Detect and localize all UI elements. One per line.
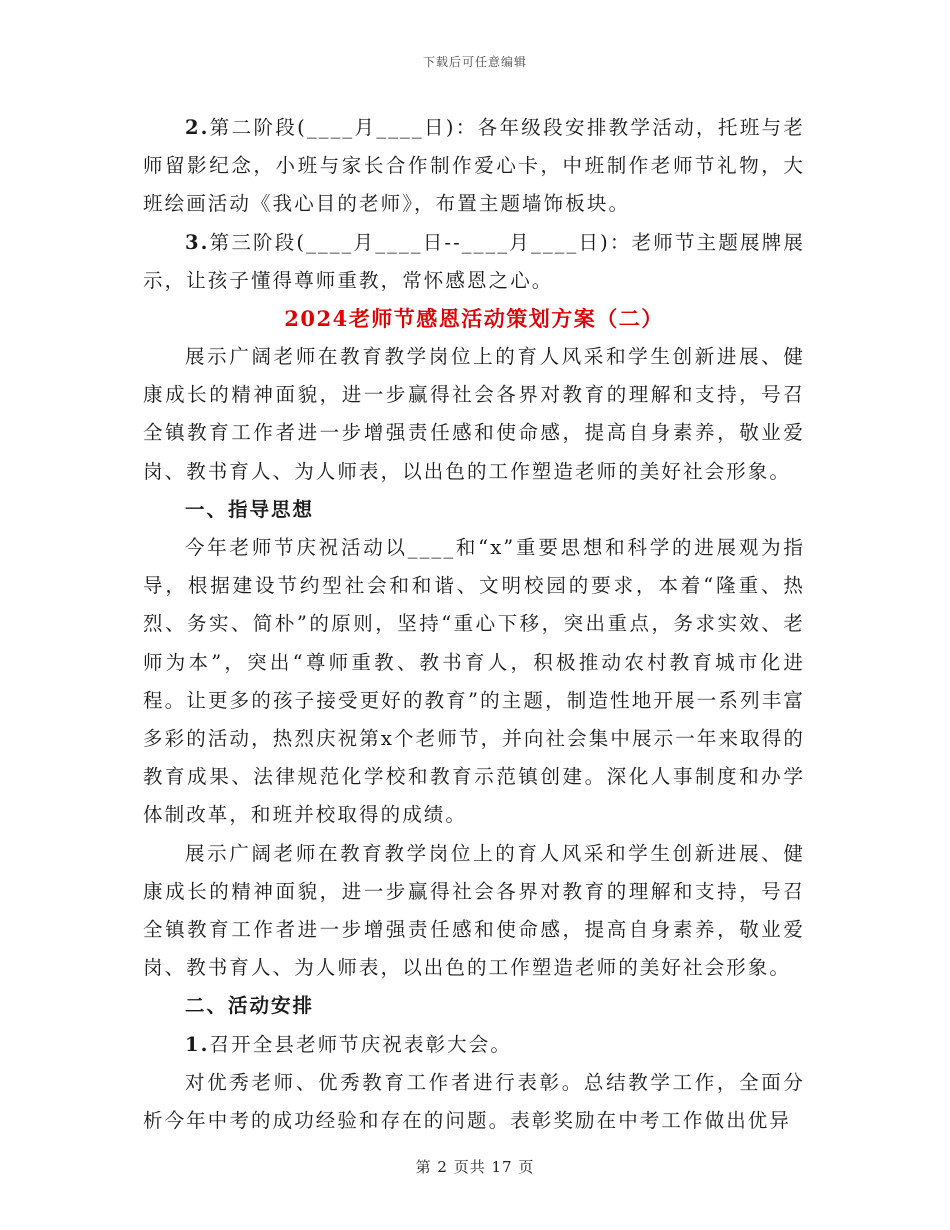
stage-2-text: 第二阶段(____月____日)：各年级段安排教学活动，托班与老师留影纪念，小班与家长合作制作爱心卡，中班制作老师节礼物，大班绘画活动《我心目的老师》，布置主题墙饰板块。: [143, 116, 805, 216]
document-body: [143, 109, 805, 1140]
activity-1-detail-paragraph: 对优秀老师、优秀教育工作者进行表彰。总结教学工作，全面分析今年中考的成功经验和存在的问题。表彰奖励在中考工作做出优异: [143, 1070, 805, 1133]
stage-2-paragraph: [143, 109, 805, 224]
intro-paragraph: 展示广阔老师在教育教学岗位上的育人风采和学生创新进展、健康成长的精神面貌，进一步赢得社会各界对教育的理解和支持，号召全镇教育工作者进一步增强责任感和使命感，提高自身素养，敬业爱岗、教书育人、为人师表，以出色的工作塑造老师的美好社会形象。: [143, 345, 805, 483]
document-title: 2024老师节感恩活动策划方案（二）: [284, 306, 664, 332]
stage-3-paragraph: [143, 224, 805, 300]
list-number: 3.: [185, 230, 210, 254]
stage-3-text: 第三阶段(____月____日--____月____日)：老师节主题展牌展示，让孩子懂得尊师重教，常怀感恩之心。: [143, 230, 805, 292]
repeat-paragraph: 展示广阔老师在教育教学岗位上的育人风采和学生创新进展、健康成长的精神面貌，进一步赢得社会各界对教育的理解和支持，号召全镇教育工作者进一步增强责任感和使命感，提高自身素养，敬业爱岗、教书育人、为人师表，以出色的工作塑造老师的美好社会形象。: [143, 841, 805, 980]
page-header: 下载后可任意编辑: [422, 55, 527, 69]
section-heading-activities: 二、活动安排: [185, 994, 315, 1018]
guiding-paragraph: 今年老师节庆祝活动以____和“x”重要思想和科学的进展观为指导，根据建设节约型社会和和谐、文明校园的要求，本着“隆重、热烈、务实、简朴”的原则，坚持“重心下移，突出重点，务求实效、老师为本”，突出“尊师重教、教书育人，积极推动农村教育城市化进程。让更多的孩子接受更好的教育”的主题，制造性地开展一系列丰富多彩的活动，热烈庆祝第x个老师节，并向社会集中展示一年来取得的教育成果、法律规范化学校和教育示范镇创建。深化人事制度和办学体制改革，和班并校取得的成绩。: [143, 536, 805, 827]
page-footer: 第 2 页共 17 页: [415, 1158, 535, 1176]
section-heading-guiding: 一、指导思想: [185, 497, 315, 521]
list-number: 1.: [185, 1032, 210, 1056]
activity-1-text: 召开全县老师节庆祝表彰大会。: [209, 1032, 512, 1056]
activity-1-paragraph: [143, 1026, 805, 1064]
list-number: 2.: [185, 116, 210, 139]
